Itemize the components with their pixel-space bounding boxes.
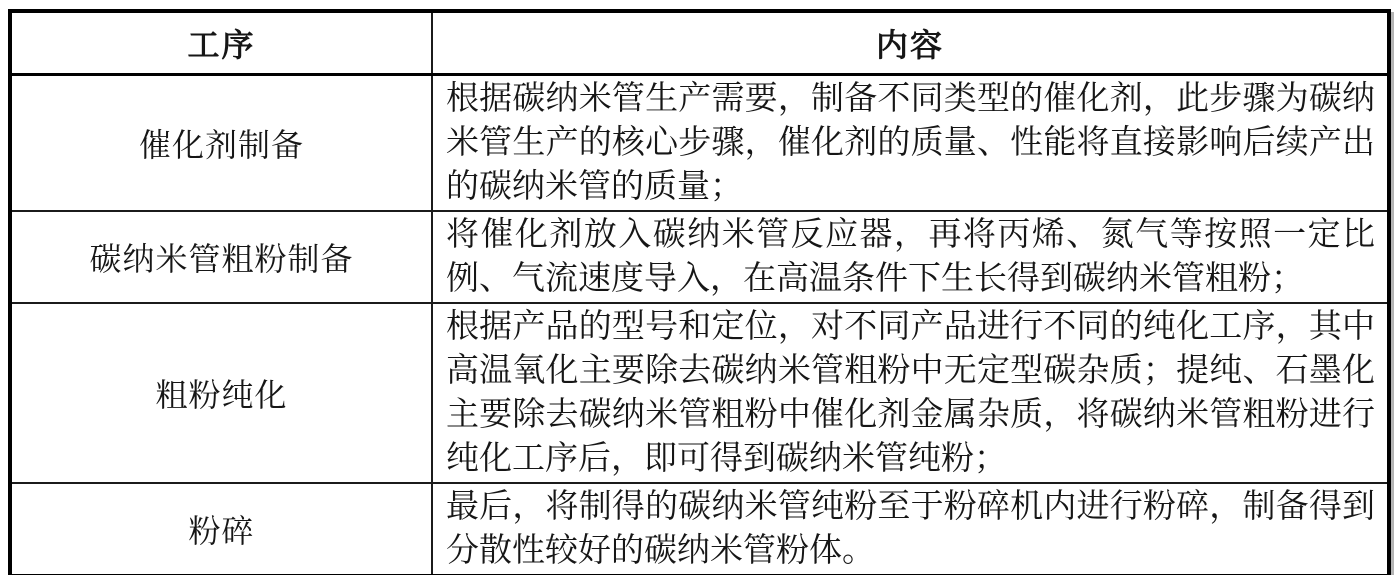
content-cell: 最后，将制得的碳纳米管纯粉至于粉碎机内进行粉碎，制备得到分散性较好的碳纳米管粉体。: [432, 483, 1389, 575]
process-cell: 催化剂制备: [10, 74, 432, 211]
table-row-crushing: [10, 483, 1389, 575]
process-table: [8, 9, 1391, 575]
table-row-crude-powder-preparation: [10, 211, 1389, 303]
column-header-content: 内容: [432, 11, 1389, 74]
table-row-catalyst-preparation: [10, 74, 1389, 211]
column-header-process: 工序: [10, 11, 432, 74]
content-cell: 将催化剂放入碳纳米管反应器，再将丙烯、氮气等按照一定比例、气流速度导入，在高温条件下生长得到碳纳米管粗粉；: [432, 211, 1389, 303]
table-row-crude-powder-purification: [10, 303, 1389, 483]
content-cell: 根据产品的型号和定位，对不同产品进行不同的纯化工序，其中高温氧化主要除去碳纳米管粗粉中无定型碳杂质；提纯、石墨化主要除去碳纳米管粗粉中催化剂金属杂质，将碳纳米管粗粉进行纯化工序后，即可得到碳纳米管纯粉；: [432, 303, 1389, 483]
process-cell: 粉碎: [10, 483, 432, 575]
header-row: [10, 11, 1389, 74]
process-cell: 粗粉纯化: [10, 303, 432, 483]
process-cell: 碳纳米管粗粉制备: [10, 211, 432, 303]
content-cell: 根据碳纳米管生产需要，制备不同类型的催化剂，此步骤为碳纳米管生产的核心步骤，催化剂的质量、性能将直接影响后续产出的碳纳米管的质量；: [432, 74, 1389, 211]
